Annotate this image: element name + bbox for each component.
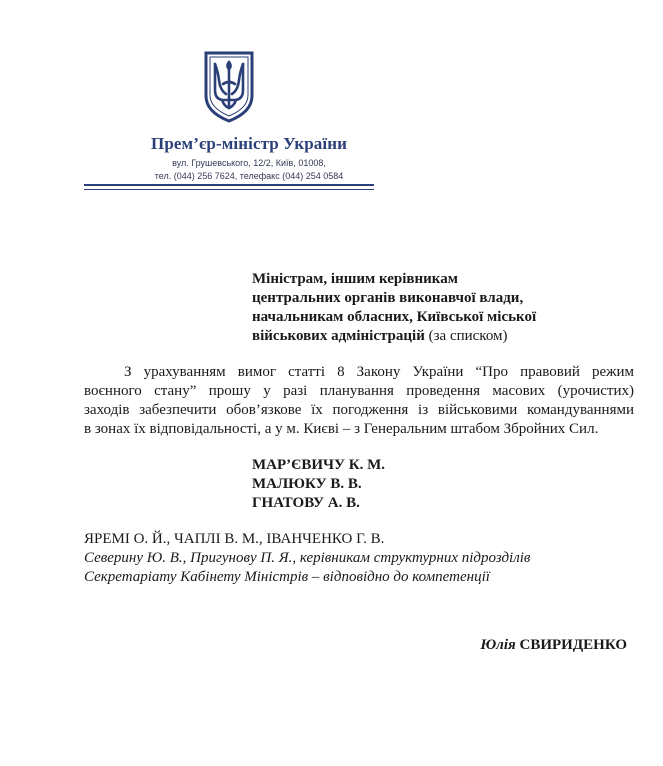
copy-recipients-line: Северину Ю. В., Пригунову П. Я., керівникам структурних підрозділів: [84, 550, 531, 566]
recipient-line: центральних органів виконавчої влади,: [252, 290, 524, 306]
letterhead-rule-thin: [84, 189, 374, 190]
assignees-block: [252, 456, 385, 513]
recipient-line-bold: військових адміністрацій: [252, 328, 425, 344]
assignee-name: ГНАТОВУ А. В.: [252, 495, 360, 511]
recipient-line: начальникам обласних, Київської міської: [252, 309, 537, 325]
body-line: заходів забезпечити обов’язкове їх погодження із військовими командуваннями: [84, 402, 634, 418]
organization-name: Прем’єр-міністр України: [151, 134, 347, 153]
body-line: воєнного стану” прошу у разі планування проведення масових (урочистих): [84, 383, 634, 399]
letterhead-rule-thick: [84, 184, 374, 186]
letter-body: [84, 363, 634, 439]
copy-recipients-line: ЯРЕМІ О. Й., ЧАПЛІ В. М., ІВАНЧЕНКО Г. В.: [84, 531, 385, 547]
address-street: вул. Грушевського, 12/2, Київ, 01008,: [172, 158, 326, 168]
signature-first-name: Юлія: [480, 637, 516, 653]
recipients-block: [252, 270, 632, 346]
recipient-line: [252, 327, 632, 346]
assignee-name: МАЛЮКУ В. В.: [252, 476, 362, 492]
body-line: в зонах їх відповідальності, а у м. Києві – з Генеральним штабом Збройних Сил.: [84, 421, 599, 437]
assignee-name: МАР’ЄВИЧУ К. М.: [252, 457, 386, 473]
recipient-line: Міністрам, іншим керівникам: [252, 271, 458, 287]
copies-block: [84, 530, 634, 587]
recipient-note: (за списком): [424, 328, 508, 344]
signature-last-name: СВИРИДЕНКО: [515, 637, 627, 653]
copy-recipients-line: Секретаріату Кабінету Міністрів – відповідно до компетенції: [84, 569, 490, 585]
address-phone: тел. (044) 256 7624, телефакс (044) 254 0584: [154, 171, 344, 181]
trident-coat-of-arms-icon: [202, 50, 256, 124]
signature: [480, 637, 627, 654]
body-line: З урахуванням вимог статті 8 Закону України “Про правовий режим: [124, 364, 634, 380]
